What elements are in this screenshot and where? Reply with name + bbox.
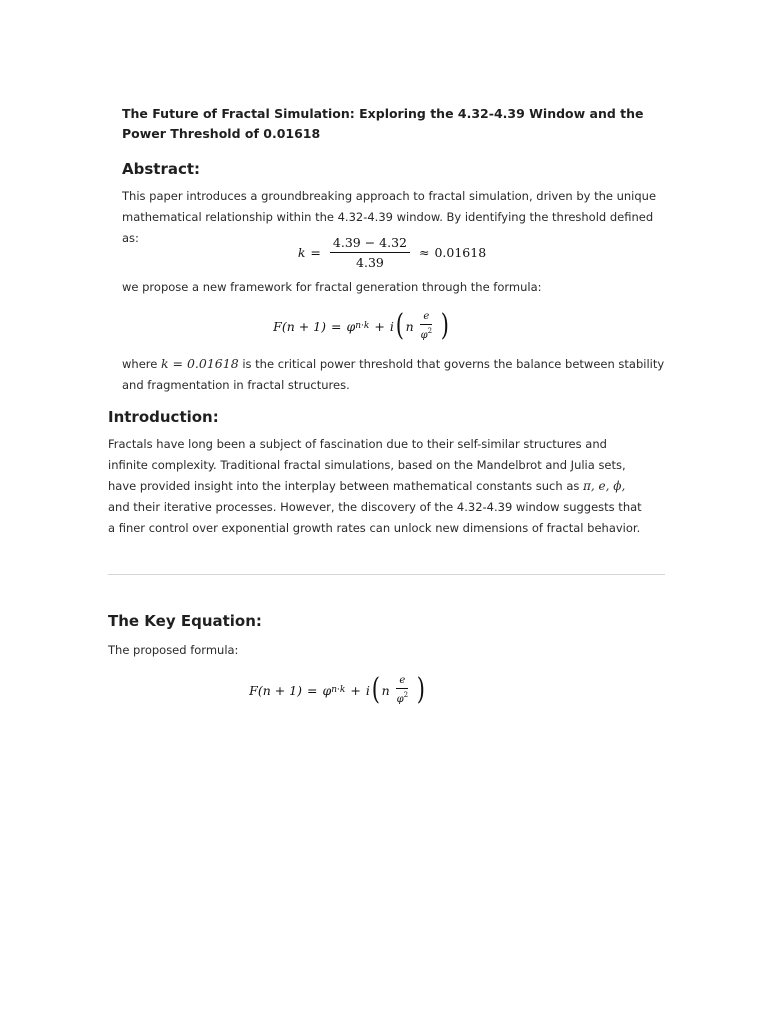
formula2-lhs: F(n + 1) — [249, 682, 302, 698]
fractal-formula-abstract — [122, 306, 602, 346]
formula-lhs: F(n + 1) — [273, 318, 326, 334]
formula-numerator: e — [420, 311, 432, 325]
formula-plus: + — [374, 318, 385, 334]
formula2-numerator: e — [396, 675, 408, 689]
abstract-paragraph-2: we propose a new framework for fractal generation through the formula: — [122, 280, 542, 294]
formula-base: φ — [346, 318, 356, 334]
introduction-paragraph — [108, 434, 650, 539]
p3-math: k = 0.01618 — [160, 356, 239, 371]
formula-equals: = — [331, 318, 342, 334]
right-paren-icon: ) — [440, 308, 450, 343]
p3-post: is the critical power threshold that governs the balance between stability and fragmentation in fractal structures. — [122, 357, 665, 392]
formula2-i: i — [365, 682, 370, 698]
formula2-base: φ — [322, 682, 332, 698]
p3-pre: where — [122, 357, 161, 371]
abstract-heading: Abstract: — [122, 160, 201, 178]
fractal-formula-key — [108, 670, 568, 710]
formula2-plus: + — [350, 682, 361, 698]
formula2-denominator-exponent: 2 — [403, 691, 409, 699]
eq1-lhs: k — [297, 244, 306, 260]
left-paren-icon: ( — [371, 672, 380, 707]
intro-math: π, e, ϕ, — [583, 479, 626, 493]
formula2-n: n — [381, 682, 390, 698]
paper-title: The Future of Fractal Simulation: Exploring the 4.32-4.39 Window and the Power Threshold of 0.01618 — [122, 106, 644, 141]
eq1-approx: ≈ — [418, 244, 430, 260]
abstract-paragraph-1: This paper introduces a groundbreaking approach to fractal simulation, driven by the unique mathematical relationship within the 4.32-4.39 window. By identifying the threshold defined as: — [122, 189, 657, 245]
formula-denominator: φ — [420, 330, 428, 341]
formula-denominator-exponent: 2 — [427, 327, 433, 335]
left-paren-icon: ( — [395, 308, 404, 343]
formula-exponent: n·k — [355, 321, 370, 331]
threshold-equation: k = $\frac{4.39 - 4.32}{4.39}$ ≈ 0.01618 — [297, 234, 487, 270]
key-equation-paragraph: The proposed formula: — [108, 643, 239, 657]
formula2-denominator: φ — [396, 694, 404, 705]
abstract-paragraph-3 — [122, 353, 667, 396]
right-paren-icon: ) — [416, 672, 426, 707]
formula2-exponent: n·k — [331, 685, 346, 695]
eq1-numerator: 4.39 − 4.32 — [330, 235, 410, 253]
intro-pre: Fractals have long been a subject of fascination due to their self-similar structures and infinite complexity. Traditional fractal simulations, based on the Mandelbrot and Julia sets, have provided insight into the interplay between mathematical constants such as — [108, 437, 626, 493]
formula-n: n — [405, 318, 414, 334]
key-equation-heading: The Key Equation: — [108, 612, 262, 630]
formula2-equals: = — [307, 682, 318, 698]
section-divider — [108, 574, 665, 575]
eq1-denominator: 4.39 — [356, 254, 384, 270]
intro-post: and their iterative processes. However, the discovery of the 4.32-4.39 window suggests that a finer control over exponential growth rates can unlock new dimensions of fractal behavior. — [108, 500, 642, 535]
introduction-heading: Introduction: — [108, 408, 219, 426]
eq1-result: 0.01618 — [434, 244, 487, 260]
formula-i: i — [389, 318, 394, 334]
